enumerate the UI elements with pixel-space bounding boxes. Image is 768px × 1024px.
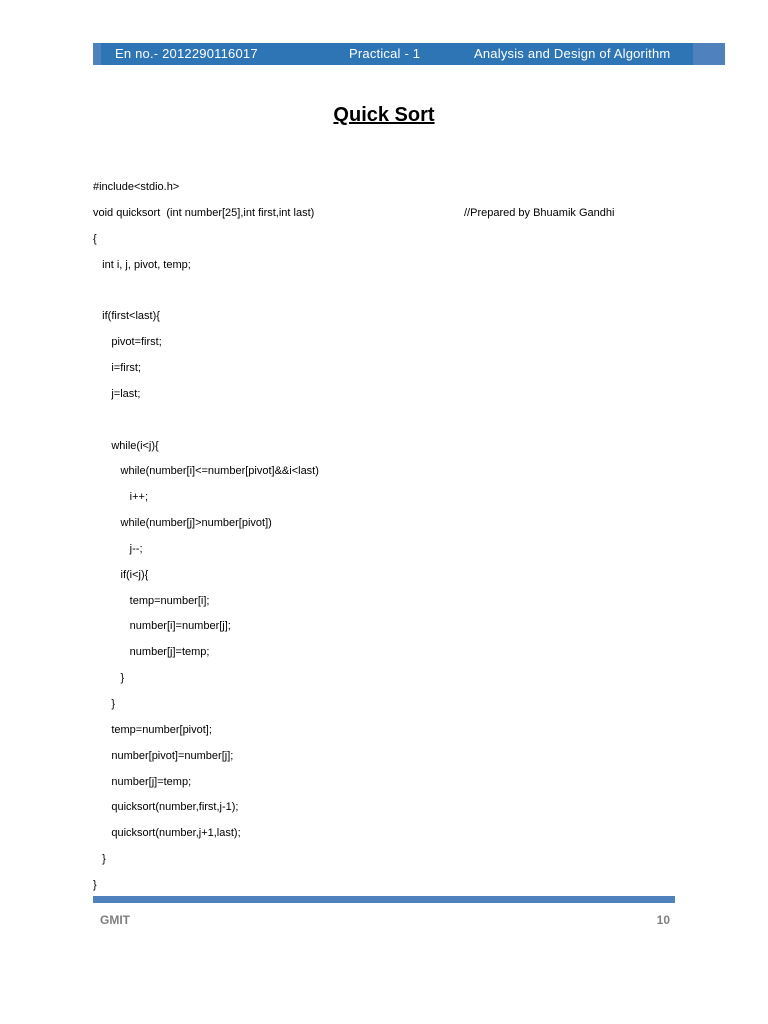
header-practical-number: Practical - 1 [349, 46, 421, 61]
code-line: while(number[j]>number[pivot]) [93, 517, 272, 529]
code-line: } [93, 853, 106, 865]
code-line: while(i<j){ [93, 440, 159, 452]
code-line: temp=number[i]; [93, 595, 210, 607]
code-line: void quicksort (int number[25],int first,int last) [93, 207, 315, 219]
header-enrollment-number: En no.- 2012290116017 [115, 46, 258, 61]
code-line: number[i]=number[j]; [93, 620, 231, 632]
code-line: while(number[i]<=number[pivot]&&i<last) [93, 465, 319, 477]
footer-rule [93, 896, 675, 903]
code-line: number[j]=temp; [93, 646, 210, 658]
code-line: i=first; [93, 362, 141, 374]
header-bar-edge [93, 43, 101, 65]
code-line: quicksort(number,j+1,last); [93, 827, 241, 839]
code-line: if(first<last){ [93, 310, 160, 322]
footer-institute: GMIT [100, 913, 130, 927]
code-line: number[j]=temp; [93, 776, 192, 788]
code-line: temp=number[pivot]; [93, 724, 212, 736]
author-comment: //Prepared by Bhuamik Gandhi [464, 207, 615, 219]
code-line: pivot=first; [93, 336, 162, 348]
code-line: number[pivot]=number[j]; [93, 750, 234, 762]
code-line: if(i<j){ [93, 569, 149, 581]
code-line: { [93, 233, 97, 245]
code-line: j--; [93, 543, 143, 555]
code-line: j=last; [93, 388, 141, 400]
code-line: } [93, 672, 125, 684]
header-bar [93, 43, 725, 65]
code-line: } [93, 698, 116, 710]
code-line: int i, j, pivot, temp; [93, 259, 191, 271]
code-line: i++; [93, 491, 149, 503]
footer-page-number: 10 [656, 913, 670, 927]
header-subject: Analysis and Design of Algorithm [474, 46, 671, 61]
code-line: #include<stdio.h> [93, 181, 180, 193]
page-title: Quick Sort [333, 104, 435, 126]
code-line: } [93, 879, 97, 891]
code-line: quicksort(number,first,j-1); [93, 801, 239, 813]
